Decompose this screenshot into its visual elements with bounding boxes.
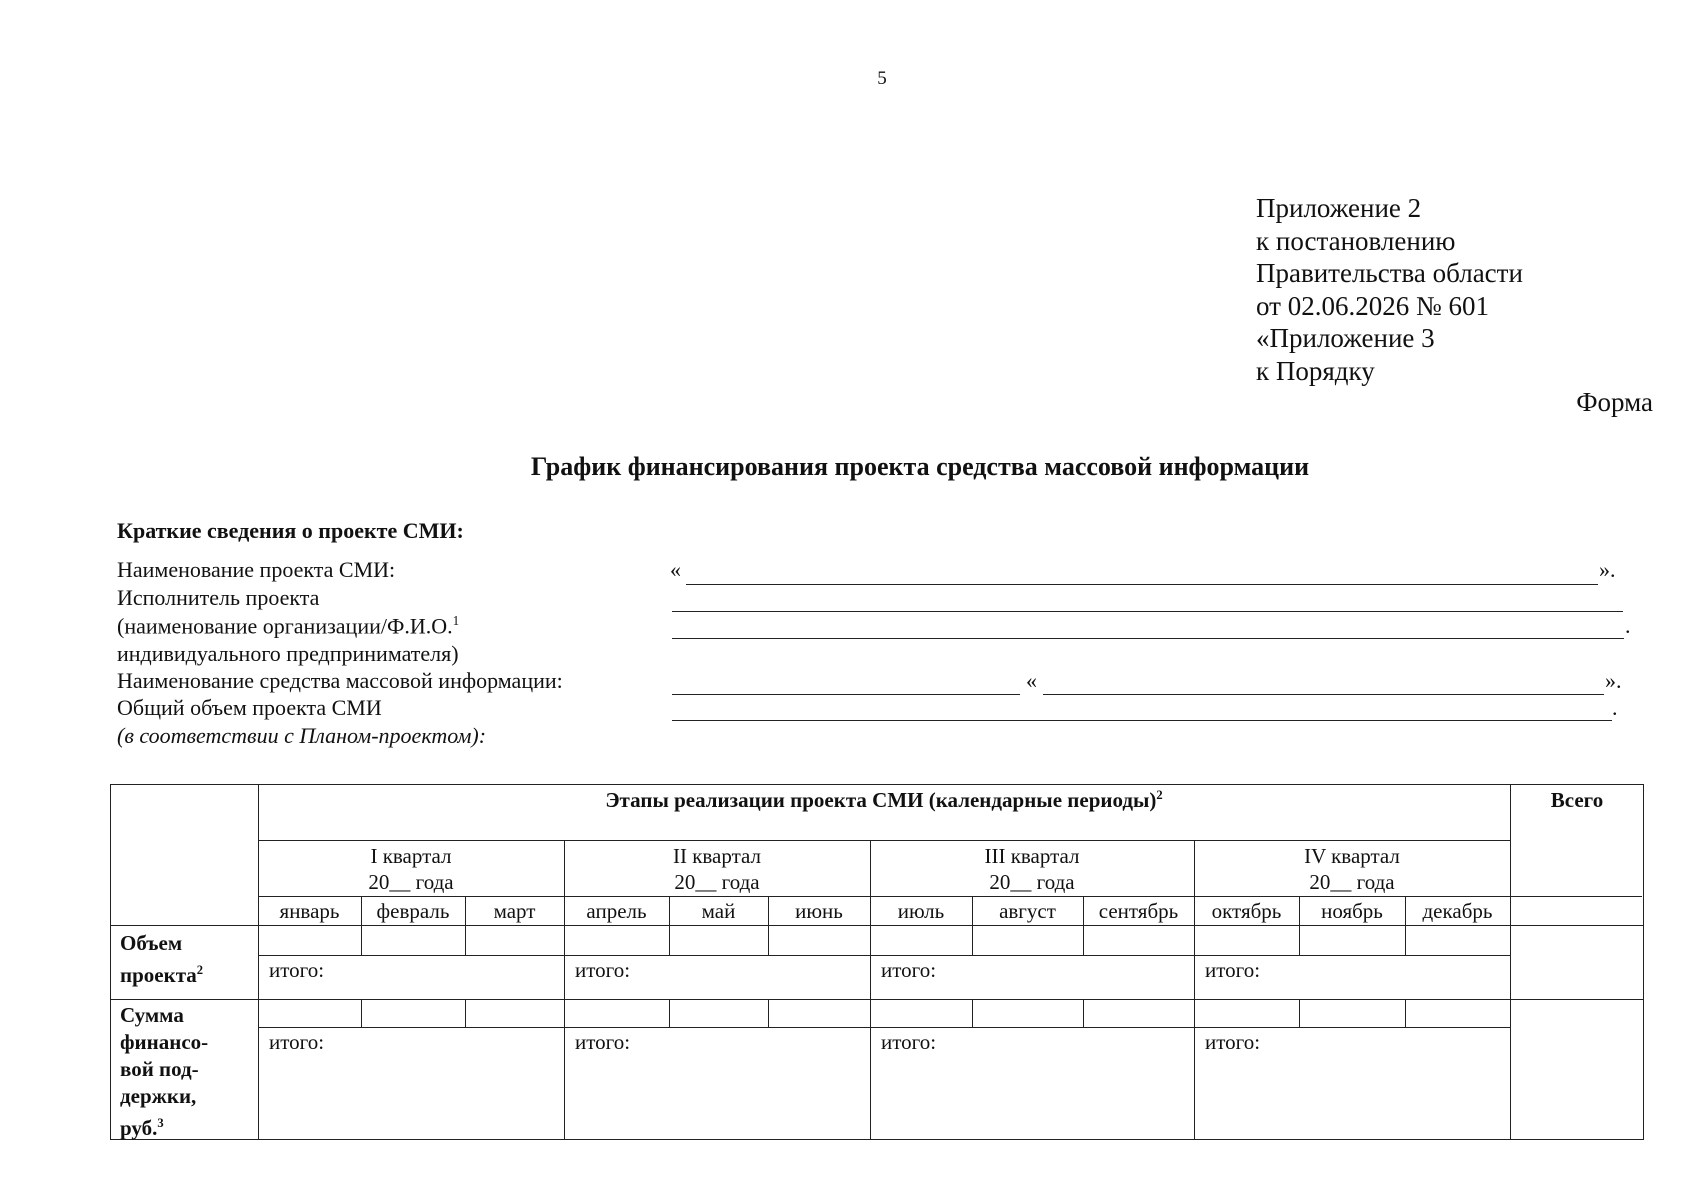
table-header: Этапы реализации проекта СМИ (календарные периоды)$^2$	[605, 788, 1163, 812]
month-header: март	[493, 899, 536, 923]
row-label-line: Сумма	[120, 1003, 184, 1027]
media-name-field[interactable]	[1043, 694, 1604, 695]
quarter-label: II квартал	[672, 844, 762, 868]
project-name-label: Наименование проекта СМИ:	[117, 557, 396, 582]
appendix-line: к постановлению	[1256, 225, 1456, 256]
quarter-header	[870, 843, 1194, 895]
quarter-header	[258, 843, 564, 895]
subtotal-label: итого:	[881, 958, 937, 982]
form-label: Форма	[1576, 387, 1653, 417]
row-label-financial-support	[120, 1002, 208, 1142]
appendix-line: Приложение 2	[1256, 193, 1422, 223]
row-label-line: проекта$^2$	[120, 963, 204, 987]
subtotal-label: итого:	[269, 1030, 325, 1054]
subtotal-label: итого:	[575, 958, 631, 982]
row-label-line: финансо-	[120, 1030, 209, 1054]
subtotal-label: итого:	[575, 1030, 631, 1054]
page-number: 5	[877, 68, 887, 89]
media-form-field[interactable]	[672, 694, 1020, 695]
executor-label-detail-2: индивидуального предпринимателя)	[117, 641, 459, 666]
table-divider	[110, 925, 1644, 926]
quarter-year: 20__ года	[674, 870, 760, 894]
month-header: ноябрь	[1321, 899, 1383, 923]
quarter-label: IV квартал	[1304, 844, 1400, 868]
table-divider	[258, 896, 1642, 897]
quote-open: «	[670, 557, 681, 582]
appendix-line: «Приложение 3	[1256, 323, 1435, 353]
month-header: сентябрь	[1098, 899, 1179, 923]
month-header: февраль	[376, 899, 450, 923]
table-divider	[972, 999, 973, 1027]
quarter-year: 20__ года	[1309, 870, 1395, 894]
table-divider	[361, 999, 362, 1027]
table-divider	[258, 955, 1510, 956]
executor-label-detail: (наименование организации/Ф.И.О.$^1$	[117, 613, 460, 639]
table-divider	[258, 1027, 1510, 1028]
table-divider	[258, 784, 259, 1140]
month-header: июнь	[795, 899, 843, 923]
table-divider	[1083, 999, 1084, 1027]
quarter-header	[564, 843, 870, 895]
table-divider	[1405, 999, 1406, 1027]
appendix-block	[1256, 192, 1523, 387]
table-divider	[465, 999, 466, 1027]
table-divider	[110, 999, 1644, 1000]
total-volume-label: Общий объем проекта СМИ	[117, 695, 382, 720]
quarter-label: III квартал	[984, 844, 1080, 868]
quarter-year: 20__ года	[368, 870, 454, 894]
subtotal-label: итого:	[1205, 958, 1261, 982]
document-title: График финансирования проекта средства массовой информации	[530, 452, 1310, 481]
table-divider	[768, 999, 769, 1027]
table-divider	[669, 999, 670, 1027]
quarter-header	[1194, 843, 1510, 895]
table-divider	[258, 840, 1510, 841]
month-header: октябрь	[1211, 899, 1282, 923]
table-frame	[110, 784, 1644, 1140]
appendix-line: к Порядку	[1256, 355, 1375, 386]
financing-schedule-table	[110, 784, 1644, 1140]
total-volume-field[interactable]	[672, 720, 1612, 721]
table-divider	[1510, 784, 1511, 1140]
media-name-label: Наименование средства массовой информации:	[117, 668, 563, 693]
executor-field-line-1[interactable]	[672, 611, 1623, 612]
quote-open: «	[1026, 668, 1037, 693]
month-header: август	[999, 899, 1056, 923]
row-label-line: Объем	[120, 931, 183, 955]
quote-close: ».	[1599, 557, 1616, 582]
month-header: декабрь	[1422, 899, 1493, 923]
table-divider	[1299, 999, 1300, 1027]
subtotal-label: итого:	[269, 958, 325, 982]
subtotal-label: итого:	[881, 1030, 937, 1054]
executor-field-line-2[interactable]	[672, 638, 1624, 639]
brief-heading: Краткие сведения о проекте СМИ:	[117, 518, 464, 543]
quote-close: ».	[1605, 668, 1622, 693]
subtotal-label: итого:	[1205, 1030, 1261, 1054]
month-header: май	[701, 899, 736, 923]
executor-label: Исполнитель проекта	[117, 585, 320, 610]
total-column-header: Всего	[1550, 788, 1604, 812]
row-label-line: держки,	[120, 1084, 197, 1108]
month-header: апрель	[586, 899, 647, 923]
project-name-field[interactable]	[686, 584, 1598, 585]
row-label-line: руб.$^3$	[120, 1116, 164, 1140]
quarter-year: 20__ года	[989, 870, 1075, 894]
appendix-line: от 02.06.2026 № 601	[1256, 290, 1489, 321]
appendix-line: Правительства области	[1256, 258, 1523, 288]
total-volume-note: (в соответствии с Планом-проектом):	[117, 723, 487, 748]
total-volume-period: .	[1612, 695, 1618, 720]
month-header: январь	[279, 899, 340, 923]
month-header: июль	[897, 899, 945, 923]
executor-field-period: .	[1625, 613, 1631, 638]
row-label-line: вой под-	[120, 1057, 199, 1081]
row-label-project-volume	[120, 930, 203, 989]
quarter-label: I квартал	[370, 844, 452, 868]
